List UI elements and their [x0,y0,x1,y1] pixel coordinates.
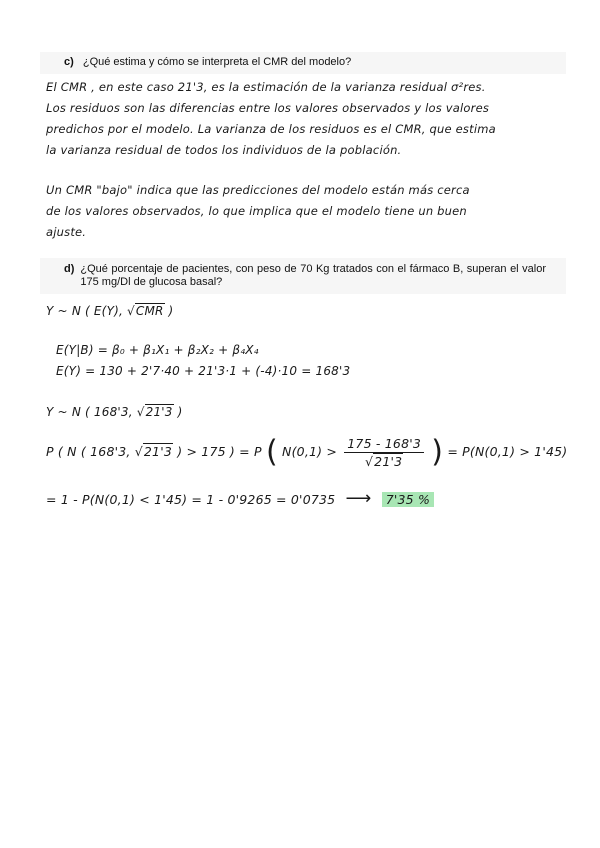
question-d-text: ¿Qué porcentaje de pacientes, con peso de 70 Kg tratados con el fármaco B, superan el valor 175 mg/Dl de glucosa basal? [80,263,546,288]
question-d-label: d) [64,263,75,275]
question-c-label: c) [64,56,74,68]
sqrt-radicand: CMR [135,304,164,318]
answer-c-line-6: de los valores observados, lo que implica que el modelo tiene un buen [46,204,467,218]
probability-rhs: = P(N(0,1) > 1'45) [447,444,568,459]
answer-c-line-7: ajuste. [46,225,87,239]
sqrt-symbol: √21'3 [134,444,173,459]
sqrt-symbol: √CMR [127,304,164,318]
answer-c-line-1: El CMR , en este caso 21'3, es la estimación de la varianza residual σ²res. [46,80,486,94]
sqrt-symbol: √21'3 [136,405,173,419]
standard-normal-inequality: N(0,1) > [282,444,338,459]
result-highlight: 7'35 % [382,492,434,507]
sqrt-radicand: 21'3 [145,405,173,419]
distribution-general [46,304,173,318]
answer-c-line-2: Los residuos son las diferencias entre los valores observados y los valores [46,101,490,115]
probability-equation [46,436,567,469]
sqrt-symbol: √21'3 [365,454,403,469]
sqrt-radicand: 21'3 [374,454,403,469]
final-computation [46,488,434,509]
sqrt-radicand: 21'3 [143,444,173,459]
fraction-numerator: 175 - 168'3 [344,436,424,453]
model-equation: E(Y|B) = β₀ + β₁X₁ + β₂X₂ + β₄X₄ [56,343,259,357]
probability-lhs-start: P ( N ( 168'3, [46,444,135,459]
close-paren: ) [431,434,444,470]
distribution-general-prefix: Y ~ N ( E(Y), [46,304,128,318]
question-c-text: ¿Qué estima y cómo se interpreta el CMR del modelo? [82,56,352,68]
fraction-denominator [344,453,424,469]
distribution-specific [46,405,183,419]
answer-c-line-4: la varianza residual de todos los individuos de la población. [46,143,402,157]
open-paren: ( [265,434,278,470]
question-d-box [40,258,566,294]
distribution-general-suffix: ) [164,304,174,318]
final-computation-text: = 1 - P(N(0,1) < 1'45) = 1 - 0'9265 = 0'0735 [46,492,336,507]
distribution-specific-prefix: Y ~ N ( 168'3, [46,405,137,419]
z-score-fraction [344,436,424,469]
answer-c-line-5: Un CMR "bajo" indica que las predicciones del modelo están más cerca [46,183,470,197]
model-computation: E(Y) = 130 + 2'7·40 + 21'3·1 + (-4)·10 = 168'3 [56,364,351,378]
answer-c-line-3: predichos por el modelo. La varianza de los residuos es el CMR, que estima [46,122,496,136]
question-c-box [40,52,566,74]
distribution-specific-suffix: ) [173,405,183,419]
probability-lhs-end: ) > 175 ) = P [173,444,262,459]
arrow-right-icon: ⟶ [345,488,372,509]
